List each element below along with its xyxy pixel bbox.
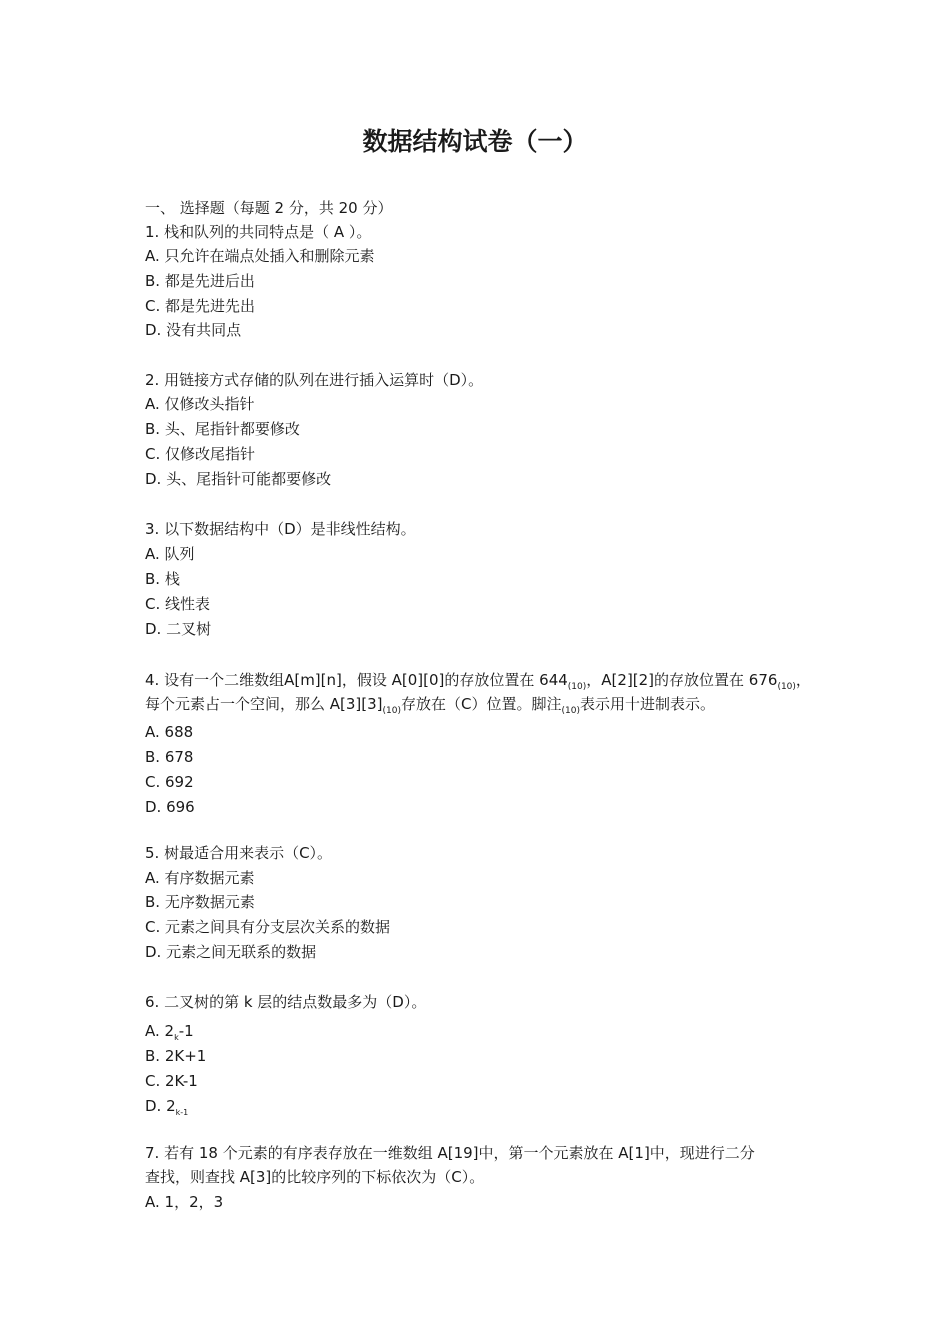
question-1-option-d: D. 没有共同点 [145,321,242,339]
question-6-option-a [145,1021,194,1048]
question-3-option-b: B. 栈 [145,570,180,588]
question-2-option-a: A. 仅修改头指针 [145,395,255,413]
q4-text-1b: ，A[2][2]的存放位置在 676 [586,671,778,689]
question-3-stem: 3. 以下数据结构中（D）是非线性结构。 [145,520,416,538]
question-6-option-b: B. 2K+1 [145,1047,207,1065]
question-4-stem-line-1 [145,670,811,697]
q4-text-1a: 4. 设有一个二维数组A[m][n]，假设 A[0][0]的存放位置在 644 [145,671,568,689]
question-5-stem: 5. 树最适合用来表示（C）。 [145,844,333,862]
question-7-option-a: A. 1，2，3 [145,1193,224,1211]
q6-a-rest: -1 [178,1022,194,1040]
question-1-option-c: C. 都是先进先出 [145,297,256,315]
question-2-option-d: D. 头、尾指针可能都要修改 [145,470,332,488]
question-4-option-c: C. 692 [145,773,194,791]
question-2-stem: 2. 用链接方式存储的队列在进行插入运算时（D）。 [145,371,484,389]
question-7-stem-line-1: 7. 若有 18 个元素的有序表存放在一维数组 A[19]中，第一个元素放在 A[1]中，现进行二分 [145,1144,755,1162]
q6-d-base: D. 2 [145,1097,176,1115]
question-2-option-c: C. 仅修改尾指针 [145,445,256,463]
question-6-option-d [145,1096,188,1123]
question-3-option-a: A. 队列 [145,545,195,563]
question-5-option-d: D. 元素之间无联系的数据 [145,943,317,961]
q4-subscript-1: (10) [567,682,587,692]
question-4-option-a: A. 688 [145,723,194,741]
q6-a-subscript: k [174,1033,179,1042]
q4-text-2a: 每个元素占一个空间，那么 A[3][3] [145,695,383,713]
q6-a-base: A. 2 [145,1022,175,1040]
question-4-option-b: B. 678 [145,748,194,766]
question-7-stem-line-2: 查找，则查找 A[3]的比较序列的下标依次为（C）。 [145,1168,485,1186]
question-1-option-b: B. 都是先进后出 [145,272,255,290]
question-6-option-c: C. 2K-1 [145,1072,198,1090]
q6-d-subscript: k-1 [175,1108,189,1117]
question-1-option-a: A. 只允许在端点处插入和删除元素 [145,247,375,265]
q4-text-2c: 表示用十进制表示。 [579,695,715,713]
question-6-stem: 6. 二叉树的第 k 层的结点数最多为（D）。 [145,993,427,1011]
question-5-option-c: C. 元素之间具有分支层次关系的数据 [145,918,391,936]
q4-text-2b: 存放在（C）位置。脚注 [401,695,562,713]
question-2-option-b: B. 头、尾指针都要修改 [145,420,300,438]
question-5-option-a: A. 有序数据元素 [145,869,255,887]
question-5-option-b: B. 无序数据元素 [145,893,255,911]
question-1-stem: 1. 栈和队列的共同特点是（ A ）。 [145,223,372,241]
q4-subscript-4: (10) [561,706,580,716]
question-4-option-d: D. 696 [145,798,195,816]
question-3-option-c: C. 线性表 [145,595,211,613]
page-title: 数据结构试卷（一） [362,127,588,156]
question-4-stem-line-2 [145,694,715,721]
section-heading: 一、 选择题（每题 2 分，共 20 分） [145,199,393,217]
q4-subscript-2: (10) [777,682,796,692]
q4-subscript-3: (10) [382,706,402,716]
question-3-option-d: D. 二叉树 [145,620,212,638]
q4-text-1c: ， [795,671,811,689]
